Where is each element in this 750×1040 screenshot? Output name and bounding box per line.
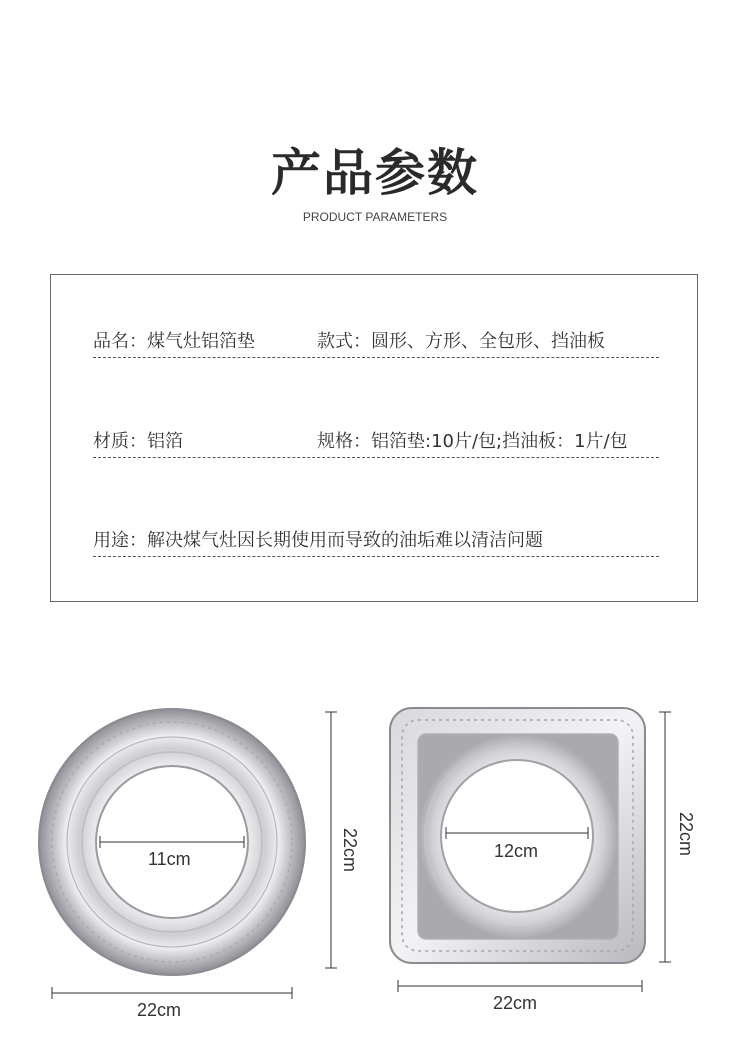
param-name: 品名：煤气灶铝箔垫 xyxy=(93,331,255,352)
square-height-label: 22cm xyxy=(676,812,696,857)
round-width-label: 22cm xyxy=(137,1000,182,1020)
square-width-dimension xyxy=(398,980,642,992)
round-height-dimension xyxy=(325,712,337,968)
round-height-label: 22cm xyxy=(340,828,360,873)
page-subtitle: PRODUCT PARAMETERS xyxy=(302,210,448,224)
round-inner-label: 11cm xyxy=(148,849,191,869)
square-width-label: 22cm xyxy=(493,993,538,1013)
square-height-dimension xyxy=(659,712,671,962)
page-title: 产品参数 xyxy=(271,144,479,202)
param-material: 材质：铝箔 xyxy=(93,431,183,452)
round-width-dimension xyxy=(52,987,292,999)
square-foil-mat xyxy=(390,708,645,963)
square-inner-label: 12cm xyxy=(494,841,539,861)
param-usage: 用途：解决煤气灶因长期使用而导致的油垢难以清洁问题 xyxy=(93,530,543,551)
param-spec: 规格：铝箔垫:10片/包;挡油板：1片/包 xyxy=(317,431,628,452)
param-style: 款式：圆形、方形、全包形、挡油板 xyxy=(317,331,605,352)
